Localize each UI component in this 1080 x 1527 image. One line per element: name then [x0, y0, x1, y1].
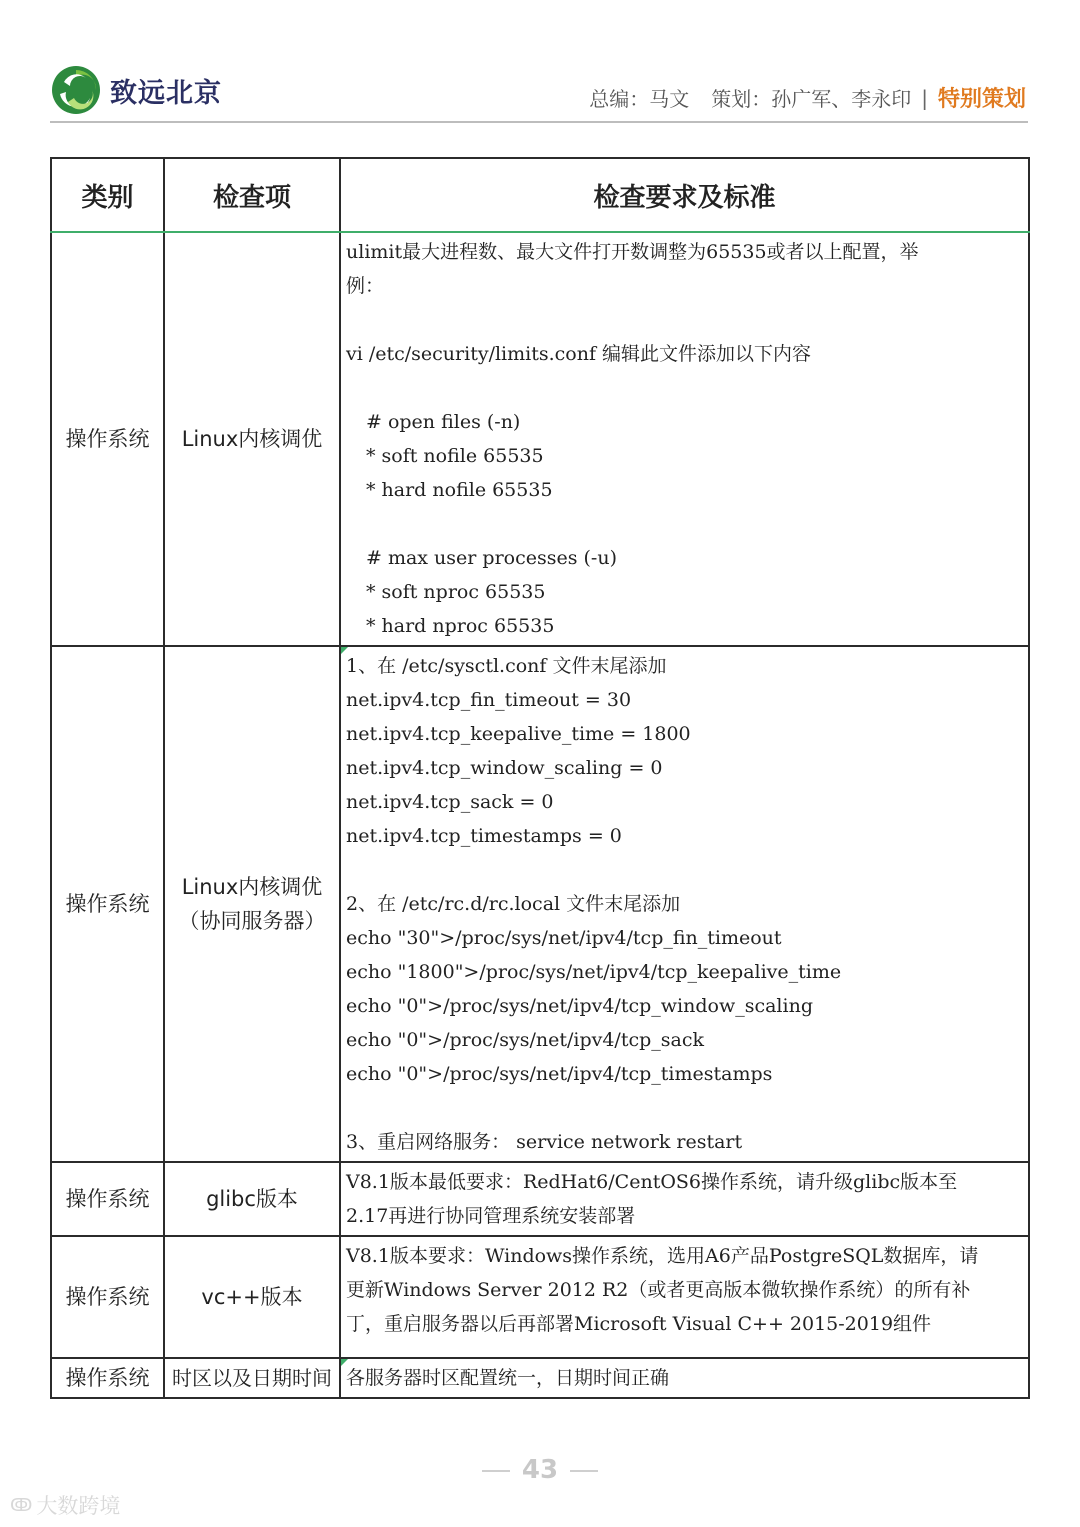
column-header-category: 类别: [51, 158, 164, 232]
req-line: 更新Windows Server 2012 R2（或者更高版本微软操作系统）的所有补: [346, 1279, 971, 1301]
req-line: 例：: [346, 275, 385, 297]
check-table: [50, 157, 1030, 1399]
page-number-text: 43: [521, 1455, 559, 1485]
page-number: [0, 1455, 1080, 1485]
item-line: （协同服务器）: [178, 909, 326, 933]
req-line: 2、在 /etc/rc.d/rc.local 文件末尾添加: [346, 893, 681, 915]
editor-credit: 总编：马文: [589, 87, 690, 111]
req-line: 2.17再进行协同管理系统安装部署: [346, 1205, 636, 1227]
table-row: [51, 646, 1029, 1162]
req-line: echo "30">/proc/sys/net/ipv4/tcp_fin_timeout: [346, 927, 782, 949]
table-row: [51, 1358, 1029, 1398]
category-cell: 操作系统: [51, 1236, 164, 1358]
table-row: [51, 1162, 1029, 1236]
req-line: * hard nofile 65535: [366, 479, 553, 501]
req-line: # max user processes (-u): [366, 547, 617, 569]
req-line: echo "0">/proc/sys/net/ipv4/tcp_sack: [346, 1029, 705, 1051]
watermark-text: 大数跨境: [36, 1494, 121, 1518]
req-line: net.ipv4.tcp_fin_timeout = 30: [346, 689, 632, 711]
item-cell: [164, 646, 340, 1162]
page-header: [50, 60, 1028, 122]
req-line: * hard nproc 65535: [366, 615, 555, 637]
req-line: net.ipv4.tcp_sack = 0: [346, 791, 554, 813]
column-header-requirement: 检查要求及标准: [340, 158, 1029, 232]
req-line: vi /etc/security/limits.conf 编辑此文件添加以下内容: [346, 343, 812, 365]
credits-divider: |: [921, 85, 928, 110]
credits: [589, 82, 1026, 113]
item-cell: glibc版本: [164, 1162, 340, 1236]
req-line: net.ipv4.tcp_window_scaling = 0: [346, 757, 663, 779]
item-cell: vc++版本: [164, 1236, 340, 1358]
category-cell: 操作系统: [51, 1162, 164, 1236]
req-line: 各服务器时区配置统一，日期时间正确: [346, 1367, 670, 1389]
planner-credit: 策划：孙广军、李永印: [711, 87, 912, 111]
brand-logo: [50, 64, 222, 116]
requirement-cell: [340, 1236, 1029, 1358]
req-line: echo "0">/proc/sys/net/ipv4/tcp_window_scaling: [346, 995, 813, 1017]
brand-logo-icon: [50, 64, 102, 116]
req-line: net.ipv4.tcp_keepalive_time = 1800: [346, 723, 691, 745]
req-line: echo "0">/proc/sys/net/ipv4/tcp_timestamps: [346, 1063, 773, 1085]
requirement-cell: [340, 232, 1029, 646]
watermark: [10, 1490, 120, 1520]
req-line: net.ipv4.tcp_timestamps = 0: [346, 825, 622, 847]
table-row: [51, 1236, 1029, 1358]
requirement-cell: [340, 1162, 1029, 1236]
req-line: * soft nofile 65535: [366, 445, 544, 467]
req-line: echo "1800">/proc/sys/net/ipv4/tcp_keepalive_time: [346, 961, 842, 983]
requirement-cell: [340, 646, 1029, 1162]
req-line: V8.1版本要求：Windows操作系统，选用A6产品PostgreSQL数据库，请: [346, 1245, 979, 1267]
special-feature-label: 特别策划: [937, 87, 1026, 112]
item-cell: 时区以及日期时间: [164, 1358, 340, 1398]
column-header-item: 检查项: [164, 158, 340, 232]
req-line: V8.1版本最低要求：RedHat6/CentOS6操作系统，请升级glibc版本至: [346, 1171, 958, 1193]
category-cell: 操作系统: [51, 1358, 164, 1398]
category-cell: 操作系统: [51, 646, 164, 1162]
req-line: 1、在 /etc/sysctl.conf 文件末尾添加: [346, 655, 667, 677]
table-row: [51, 232, 1029, 646]
req-line: * soft nproc 65535: [366, 581, 546, 603]
requirement-cell: [340, 1358, 1029, 1398]
item-cell: Linux内核调优: [164, 232, 340, 646]
category-cell: 操作系统: [51, 232, 164, 646]
req-line: 3、重启网络服务： service network restart: [346, 1131, 743, 1153]
req-line: ulimit最大进程数、最大文件打开数调整为65535或者以上配置，举: [346, 241, 919, 263]
watermark-icon: ↂ: [10, 1494, 33, 1516]
req-line: # open files (-n): [366, 411, 521, 433]
header-divider: [50, 121, 1028, 123]
req-line: 丁，重启服务器以后再部署Microsoft Visual C++ 2015-2019组件: [346, 1313, 932, 1335]
brand-name: 致远北京: [110, 77, 222, 109]
item-line: Linux内核调优: [181, 875, 323, 899]
table-header-row: [51, 158, 1029, 232]
